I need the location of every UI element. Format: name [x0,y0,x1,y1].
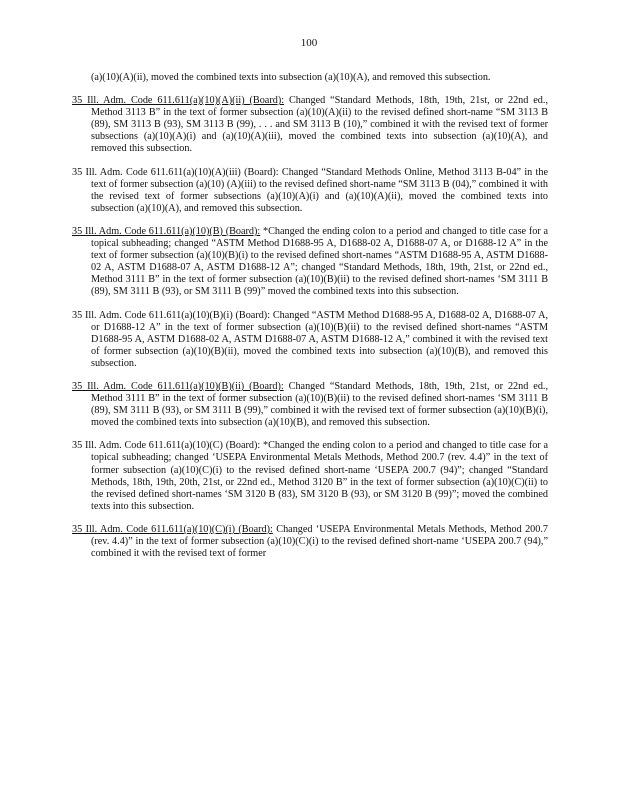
entry-citation: 35 Ill. Adm. Code 611.611(a)(10)(C)(i) (Board): [72,523,273,535]
entry-a10-c-i [72,524,548,560]
entry-citation: 35 Ill. Adm. Code 611.611(a)(10)(A)(iii) (Board): [72,166,279,178]
entry-text: *Changed the ending colon to a period and changed to title case for a topical subheading; changed ‘USEPA Environmental Metals Methods, Method 200.7 (rev. 4.4)” in the text of former subsection (a)(10)(C)(i) to the revised defined short-name ‘USEPA 200.7 (94)”; changed “Standard Methods, 18th, 19th, 20th, 21st, or 22nd ed., Method 3120 B” in the text of former subsection (a)(10)(C)(ii) to the revised defined short-names ‘SM 3120 B (83), SM 3120 B (93), or SM 3120 B (99)”; moved the combined texts into this subsection. [91,440,549,512]
entry-text: Changed “ASTM Method D1688-95 A, D1688-02 A, D1688-07 A, or D1688-12 A” in the text of former subsection (a)(10)(B)(ii) to the revised defined short-names “ASTM D1688-95 A, ASTM D1688-02 A, ASTM D1688-07 A, ASTM D1688-12 A,” combined it with the revised text of former subsection (a)(10)(B)(ii), moved the combined texts into subsection (a)(10)(B), and removed this subsection. [91,309,548,369]
entry-text: Changed “Standard Methods, 18th, 19th, 21st, or 22nd ed., Method 3111 B” in the text of former subsection (a)(10)(B)(ii) to the revised defined short-names ‘SM 3111 B (89), SM 3111 B (93), or SM 3111 B (99),” combined it with the revised text of former subsection (a)(10)(B)(i), moved the combined texts into subsection (a)(10)(B), and removed this subsection. [91,380,549,429]
entry-continuation [72,72,548,84]
entry-a10-b [72,226,548,299]
entry-a10-a-iii [72,167,548,215]
page-number: 100 [300,37,318,49]
entry-a10-b-i [72,310,548,370]
entry-text: Changed “Standard Methods Online, Method 3113 B-04” in the text of former subsection (a)(10) (A)(iii) to the revised defined short-name “SM 3113 B (04),” combined it with the revised text of former subsections (a)(10)(A)(i) and (a)(10)(A)(ii), moved the combined texts into subsection (a)(10)(A), and removed this subsection. [91,166,548,214]
entry-a10-a-ii [72,95,548,155]
entry-text: Changed “Standard Methods, 18th, 19th, 21st, or 22nd ed., Method 3113 B” in the text of former subsection (a)(10)(A)(ii) to the revised defined short-name “SM 3113 B (89), SM 3113 B (93), SM 3113 B (99), . . . and SM 3113 B (10),” combined it with the revised text of former subsections (a)(10)(A)(i) and (a)(10)(A)(iii), moved the combined texts into subsection (a)(10)(A), and removed this subsection. [91,95,548,155]
amendment-entries [72,72,548,571]
entry-a10-c [72,440,548,513]
entry-text: (a)(10)(A)(ii), moved the combined texts into subsection (a)(10)(A), and removed this subsection. [91,72,491,83]
entry-a10-b-ii [72,381,548,429]
entry-citation: 35 Ill. Adm. Code 611.611(a)(10)(C) (Board): [72,440,261,452]
entry-citation: 35 Ill. Adm. Code 611.611(a)(10)(B)(ii) (Board): [72,380,284,392]
entry-text: *Changed the ending colon to a period and changed to title case for a topical subheading; changed “ASTM Method D1688-95 A, D1688-02 A, D1688-07 A, or D1688-12 A” in the text of former subsection (a)(10)(B)(i) to the revised defined short-names “ASTM D1688-95 A, ASTM D1688-02 A, ASTM D1688-07 A, ASTM D1688-12 A”; changed “Standard Methods, 18th, 19th, 21st, or 22nd ed., Method 3111 B” in the text of former subsection (a)(10)(B)(ii) to the revised defined short-names ‘SM 3111 B (89), SM 3111 B (93), or SM 3111 B (99)” moved the combined texts into this subsection. [91,225,549,298]
entry-text: Changed ‘USEPA Environmental Metals Methods, Method 200.7 (rev. 4.4)” in the text of former subsection (a)(10)(C)(i) to the revised defined short-name ‘USEPA 200.7 (94),” combined it with the revised text of former [91,523,549,560]
entry-citation: 35 Ill. Adm. Code 611.611(a)(10)(A)(ii) (Board): [72,95,285,107]
entry-citation: 35 Ill. Adm. Code 611.611(a)(10)(B)(i) (Board): [72,309,271,321]
entry-citation: 35 Ill. Adm. Code 611.611(a)(10)(B) (Board): [72,225,261,237]
